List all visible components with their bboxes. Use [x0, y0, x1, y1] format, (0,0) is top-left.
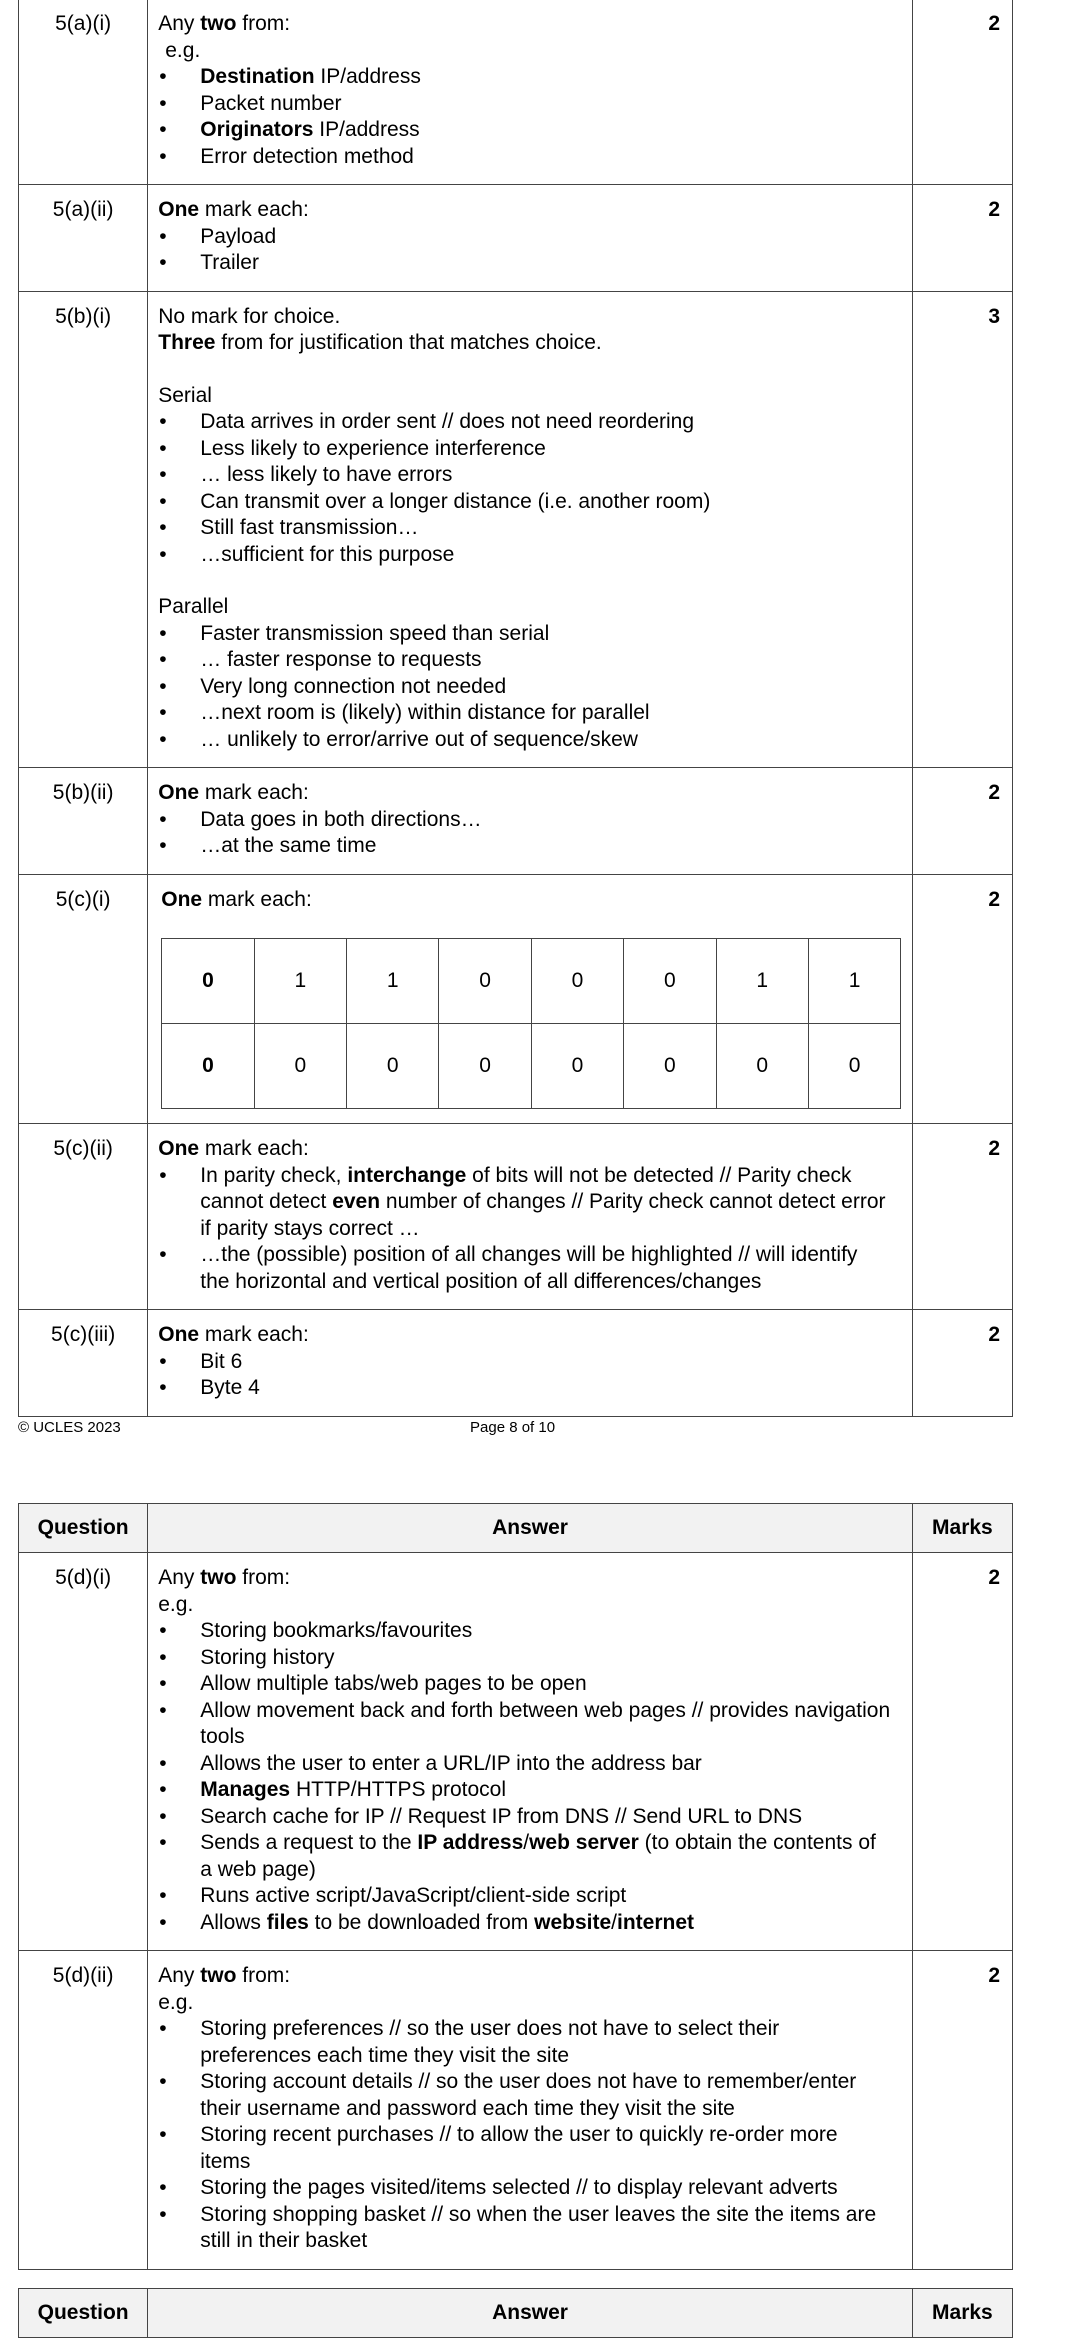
list-item: • Sends a request to the IP address/web server (to obtain the contents of a web page) — [158, 1830, 892, 1883]
list-item: • Very long connection not needed — [158, 674, 892, 701]
intro-bold: One — [158, 1137, 200, 1160]
table-row — [19, 0, 1013, 185]
bit-cell: 0 — [531, 939, 623, 1024]
bullet-list — [158, 1349, 892, 1402]
eg-label: e.g. — [165, 38, 201, 62]
answer-cell — [148, 1124, 913, 1310]
list-item: • …at the same time — [158, 833, 892, 860]
parity-grid — [161, 938, 901, 1109]
question-number: 5(d)(i) — [19, 1553, 148, 1951]
question-number: 5(d)(ii) — [19, 1951, 148, 2270]
intro-text: from: — [236, 12, 291, 35]
marks-value: 2 — [912, 1553, 1012, 1951]
bit-cell: 0 — [624, 939, 716, 1024]
marks-value: 2 — [912, 874, 1012, 1124]
intro-text: mark each: — [202, 887, 312, 911]
marks-value: 2 — [912, 1951, 1012, 2270]
parity-row — [162, 1024, 901, 1109]
intro-bold: two — [200, 1566, 237, 1589]
mark-scheme-table-page9 — [18, 1503, 1013, 2270]
header-marks: Marks — [912, 1504, 1012, 1553]
list-item: • Search cache for IP // Request IP from DNS // Send URL to DNS — [158, 1804, 892, 1831]
marks-value: 2 — [912, 768, 1012, 875]
intro-bold: One — [161, 887, 203, 911]
bullet-list — [158, 409, 892, 568]
list-item: • Runs active script/JavaScript/client-side script — [158, 1883, 892, 1910]
list-item: • Less likely to experience interference — [158, 436, 892, 463]
question-number: 5(c)(ii) — [19, 1124, 148, 1310]
list-item: • Storing shopping basket // so when the user leaves the site the items are still in their basket — [158, 2202, 892, 2255]
intro-text: Any — [158, 1566, 201, 1589]
table-row — [19, 874, 1013, 1124]
no-mark-note: No mark for choice. — [158, 304, 341, 328]
list-item: • …sufficient for this purpose — [158, 542, 892, 569]
list-item: • Storing the pages visited/items selected // to display relevant adverts — [158, 2175, 892, 2202]
list-item: • Data arrives in order sent // does not need reordering — [158, 409, 892, 436]
bit-cell: 0 — [254, 1024, 346, 1109]
bit-cell: 0 — [347, 1024, 439, 1109]
intro-bold: two — [200, 12, 237, 35]
list-item: • …the (possible) position of all changes will be highlighted // will identify the horizontal and vertical position of all differences/changes — [158, 1242, 892, 1295]
serial-heading: Serial — [158, 383, 212, 407]
header-question: Question — [19, 1504, 148, 1553]
list-item: • … faster response to requests — [158, 647, 892, 674]
bit-cell: 0 — [439, 1024, 531, 1109]
bit-cell: 0 — [624, 1024, 716, 1109]
intro-text: mark each: — [199, 781, 309, 804]
marks-value: 2 — [912, 185, 1012, 292]
list-item: • Data goes in both directions… — [158, 807, 892, 834]
eg-label: e.g. — [158, 1592, 194, 1616]
parity-bit-cell: 0 — [162, 1024, 254, 1109]
answer-cell — [148, 1951, 913, 2270]
list-item: • Bit 6 — [158, 1349, 892, 1376]
list-item: • Originators IP/address — [158, 117, 892, 144]
intro-bold: two — [200, 1964, 237, 1987]
intro-bold: Three — [158, 331, 216, 354]
bullet-list — [158, 1163, 892, 1296]
answer-cell — [148, 185, 913, 292]
bit-cell: 0 — [439, 939, 531, 1024]
answer-cell — [148, 768, 913, 875]
question-number: 5(a)(ii) — [19, 185, 148, 292]
list-item: • Trailer — [158, 250, 892, 277]
mark-scheme-table-page10 — [18, 2288, 1013, 2338]
answer-cell — [148, 291, 913, 768]
list-item: • Allows the user to enter a URL/IP into the address bar — [158, 1751, 892, 1778]
question-number: 5(b)(ii) — [19, 768, 148, 875]
header-answer: Answer — [148, 2289, 913, 2338]
list-item: • Allows files to be downloaded from website/internet — [158, 1910, 892, 1937]
marks-value: 2 — [912, 1310, 1012, 1417]
bullet-list — [158, 621, 892, 754]
table-row — [19, 1310, 1013, 1417]
bullet-list — [158, 1618, 892, 1936]
table-row — [19, 1553, 1013, 1951]
intro-text: mark each: — [199, 1137, 309, 1160]
list-item: • Allow movement back and forth between web pages // provides navigation tools — [158, 1698, 892, 1751]
bit-cell: 1 — [808, 939, 900, 1024]
bit-cell: 0 — [531, 1024, 623, 1109]
intro-text: Any — [158, 1964, 201, 1987]
question-number: 5(b)(i) — [19, 291, 148, 768]
intro-text: from: — [236, 1566, 291, 1589]
parallel-heading: Parallel — [158, 595, 229, 618]
page-number: Page 8 of 10 — [470, 1419, 556, 1436]
header-question: Question — [19, 2289, 148, 2338]
question-number: 5(a)(i) — [19, 0, 148, 185]
list-item: • Storing account details // so the user does not have to remember/enter their username and password each time they visit the site — [158, 2069, 892, 2122]
list-item: • Faster transmission speed than serial — [158, 621, 892, 648]
list-item: • … less likely to have errors — [158, 462, 892, 489]
marks-value: 2 — [912, 1124, 1012, 1310]
list-item: • In parity check, interchange of bits will not be detected // Parity check cannot detect even number of changes // Parity check cannot detect error if parity stays correct … — [158, 1163, 892, 1243]
intro-text: from: — [236, 1964, 291, 1987]
list-item: • Storing bookmarks/favourites — [158, 1618, 892, 1645]
intro-bold: One — [158, 781, 200, 804]
table-row — [19, 291, 1013, 768]
header-marks: Marks — [912, 2289, 1012, 2338]
bit-cell: 1 — [347, 939, 439, 1024]
intro-text: mark each: — [199, 1323, 309, 1346]
bit-cell: 0 — [808, 1024, 900, 1109]
list-item: • Storing recent purchases // to allow the user to quickly re-order more items — [158, 2122, 892, 2175]
mark-scheme-table-top — [18, 0, 1013, 1417]
parity-row — [162, 939, 901, 1024]
eg-label: e.g. — [158, 1990, 194, 2014]
bullet-list — [158, 224, 892, 277]
bit-cell: 1 — [716, 939, 808, 1024]
list-item: • Manages HTTP/HTTPS protocol — [158, 1777, 892, 1804]
list-item: • …next room is (likely) within distance for parallel — [158, 700, 892, 727]
bullet-list — [158, 807, 892, 860]
table-row — [19, 768, 1013, 875]
bit-cell: 1 — [254, 939, 346, 1024]
list-item: • … unlikely to error/arrive out of sequence/skew — [158, 727, 892, 754]
marks-value: 2 — [912, 0, 1012, 185]
header-row — [19, 1504, 1013, 1553]
list-item: • Allow multiple tabs/web pages to be open — [158, 1671, 892, 1698]
answer-cell — [148, 874, 913, 1124]
bit-cell: 0 — [716, 1024, 808, 1109]
list-item: • Error detection method — [158, 144, 892, 171]
marks-value: 3 — [912, 291, 1012, 768]
list-item: • Still fast transmission… — [158, 515, 892, 542]
table-row — [19, 1951, 1013, 2270]
intro-text: mark each: — [199, 198, 309, 221]
answer-cell — [148, 1310, 913, 1417]
answer-cell — [148, 1553, 913, 1951]
list-item: • Packet number — [158, 91, 892, 118]
parity-bit-cell: 0 — [162, 939, 254, 1024]
list-item: • Storing history — [158, 1645, 892, 1672]
answer-cell — [148, 0, 913, 185]
table-row — [19, 1124, 1013, 1310]
header-answer: Answer — [148, 1504, 913, 1553]
intro-bold: One — [158, 198, 200, 221]
bullet-list — [158, 64, 892, 170]
list-item: • Can transmit over a longer distance (i.e. another room) — [158, 489, 892, 516]
list-item: • Payload — [158, 224, 892, 251]
table-row — [19, 185, 1013, 292]
intro-text: Any — [158, 12, 201, 35]
list-item: • Byte 4 — [158, 1375, 892, 1402]
question-number: 5(c)(i) — [19, 874, 148, 1124]
bullet-list — [158, 2016, 892, 2255]
copyright-footer: © UCLES 2023 — [18, 1419, 121, 1436]
list-item: • Storing preferences // so the user does not have to select their preferences each time they visit the site — [158, 2016, 892, 2069]
intro-text: from for justification that matches choice. — [215, 331, 602, 354]
header-row — [19, 2289, 1013, 2338]
question-number: 5(c)(iii) — [19, 1310, 148, 1417]
list-item: • Destination IP/address — [158, 64, 892, 91]
intro-bold: One — [158, 1323, 200, 1346]
